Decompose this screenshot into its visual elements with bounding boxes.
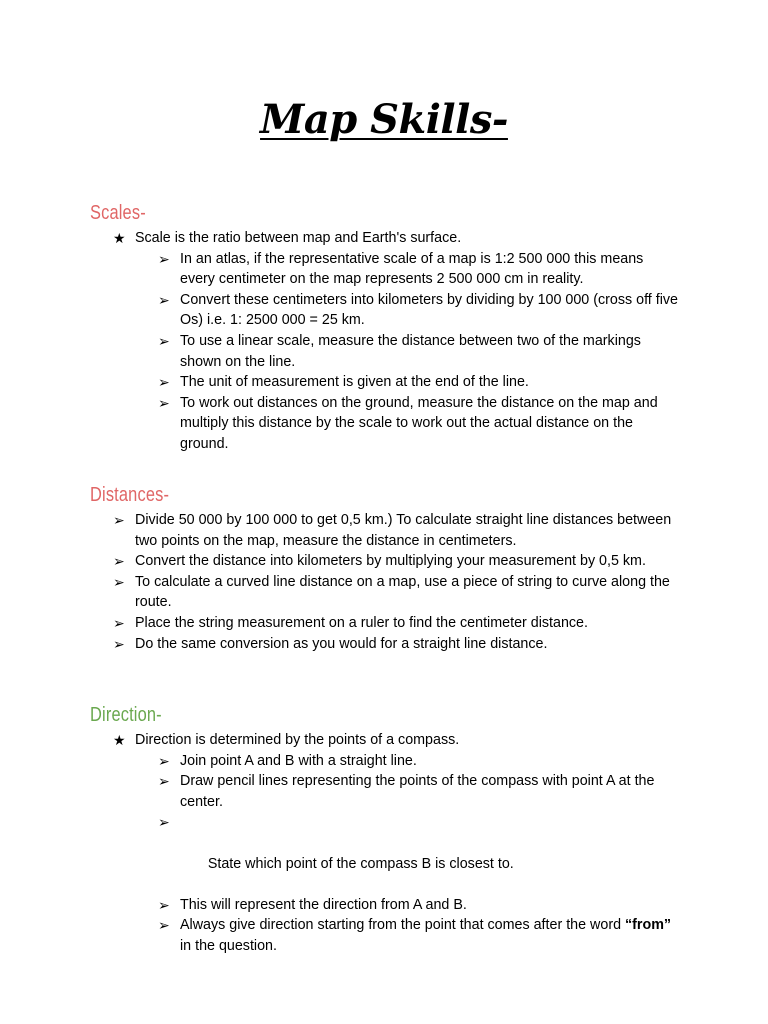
- arrow-icon: ➢: [113, 512, 125, 528]
- list-item: [158, 290, 680, 331]
- list-item: [158, 895, 680, 916]
- list-item-text: Direction is determined by the points of a compass.: [135, 732, 460, 748]
- arrow-icon: ➢: [158, 374, 170, 391]
- scales-list: [0, 228, 680, 455]
- list-item: [113, 613, 680, 634]
- star-icon: ★: [113, 732, 126, 748]
- arrow-icon: ➢: [158, 250, 170, 267]
- arrow-icon: ➢: [113, 614, 125, 631]
- list-item-text: Scale is the ratio between map and Earth's surface.: [135, 230, 462, 246]
- arrow-icon: ➢: [113, 635, 125, 652]
- list-item-text: In an atlas, if the representative scale of a map is 1:2 500 000 this means every centimeter on the map represents 2 500 000 cm in reality.: [180, 250, 644, 288]
- list-item: [113, 228, 680, 249]
- arrow-icon: ➢: [158, 896, 170, 913]
- arrow-icon: ➢: [158, 332, 170, 349]
- list-item: [113, 730, 680, 751]
- direction-list: [0, 730, 680, 957]
- list-item-text: Convert the distance into kilometers by multiplying your measurement by 0,5 km.: [135, 553, 646, 570]
- list-item: [158, 372, 680, 393]
- heading-distances: Distances-: [90, 484, 170, 506]
- list-item: [158, 771, 680, 812]
- arrow-icon: ➢: [158, 752, 170, 769]
- arrow-icon: ➢: [158, 773, 170, 790]
- list-item-text: State which point of the compass B is closest to.: [203, 855, 514, 872]
- list-item: [158, 393, 680, 455]
- heading-direction: Direction-: [90, 704, 162, 726]
- distances-list: [0, 510, 680, 654]
- list-item: [113, 551, 680, 572]
- list-item-text: To use a linear scale, measure the distance between two of the markings shown on the line.: [180, 332, 641, 370]
- list-item-text: This will represent the direction from A and B.: [180, 896, 467, 913]
- arrow-icon: ➢: [113, 573, 125, 590]
- list-item-text: Divide 50 000 by 100 000 to get 0,5 km.) To calculate straight line distances between two points on the map, measure the distance in centimeters.: [135, 512, 672, 549]
- heading-scales: Scales-: [90, 202, 146, 224]
- list-item-text: Always give direction starting from the point that comes after the word: [180, 917, 622, 934]
- emphasis-text: “from”: [625, 917, 672, 934]
- star-icon: ★: [113, 230, 126, 246]
- list-item: [158, 751, 680, 772]
- arrow-icon: ➢: [158, 394, 170, 411]
- list-item-text: To work out distances on the ground, measure the distance on the map and multiply this distance by the scale to work out the actual distance on the ground.: [180, 394, 658, 452]
- list-item-text: Place the string measurement on a ruler to find the centimeter distance.: [135, 614, 588, 631]
- list-item-tail: in the question.: [180, 937, 277, 954]
- arrow-icon: ➢: [158, 917, 170, 934]
- list-item-text: Join point A and B with a straight line.: [180, 752, 417, 769]
- list-item-text: The unit of measurement is given at the end of the line.: [180, 374, 529, 391]
- list-item: [158, 915, 680, 956]
- list-item-text: To calculate a curved line distance on a map, use a piece of string to curve along the route.: [135, 573, 670, 611]
- list-item-text: Do the same conversion as you would for a straight line distance.: [135, 635, 548, 652]
- list-item: [113, 634, 680, 655]
- list-item: [113, 510, 680, 551]
- list-item-text: Convert these centimeters into kilometers by dividing by 100 000 (cross off five Os) i.e. 1: 2500 000 = 25 km.: [180, 291, 678, 329]
- list-item: [158, 331, 680, 372]
- page-title: Map Skills-: [260, 96, 508, 143]
- list-item: [113, 572, 680, 613]
- list-item: [158, 249, 680, 290]
- arrow-icon: ➢: [158, 291, 170, 308]
- list-item-text: Draw pencil lines representing the points of the compass with point A at the center.: [180, 773, 655, 810]
- arrow-icon: ➢: [158, 814, 170, 831]
- arrow-icon: ➢: [113, 553, 125, 570]
- page-title-wrap: [0, 92, 768, 148]
- list-item: [158, 812, 680, 894]
